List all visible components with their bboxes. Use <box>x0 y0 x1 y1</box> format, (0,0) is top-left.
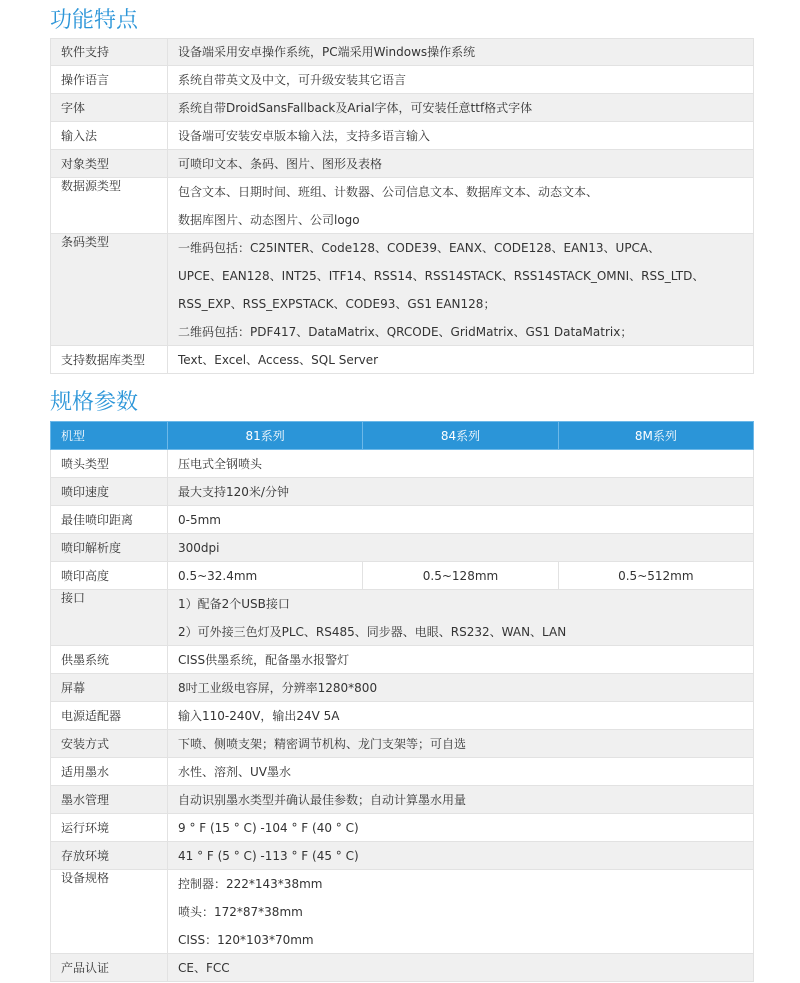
value-line: 数据库图片、动态图片、公司logo <box>178 212 360 227</box>
value-line: 2）可外接三色灯及PLC、RS485、同步器、电眼、RS232、WAN、LAN <box>178 624 567 639</box>
table-row <box>51 122 754 150</box>
table-row <box>51 94 754 122</box>
specs-table <box>50 421 754 982</box>
header-model: 84系列 <box>363 422 558 450</box>
row-label: 供墨系统 <box>51 646 168 674</box>
table-row <box>51 814 754 842</box>
header-model: 81系列 <box>168 422 363 450</box>
table-row <box>51 870 754 954</box>
row-label: 字体 <box>51 94 168 122</box>
row-label: 数据源类型 <box>51 178 168 234</box>
features-title: 功能特点 <box>50 8 139 33</box>
value-line: 二维码包括：PDF417、DataMatrix、QRCODE、GridMatrix、GS1 DataMatrix； <box>178 324 633 339</box>
row-value: 最大支持120米/分钟 <box>168 478 754 506</box>
row-value: 自动识别墨水类型并确认最佳参数；自动计算墨水用量 <box>168 786 754 814</box>
row-label: 支持数据库类型 <box>51 346 168 374</box>
value-line: 1）配备2个USB接口 <box>178 596 290 611</box>
row-label: 喷头类型 <box>51 450 168 478</box>
table-header-row <box>51 422 754 450</box>
row-value: 系统自带英文及中文，可升级安装其它语言 <box>168 66 754 94</box>
row-value: 下喷、侧喷支架；精密调节机构、龙门支架等；可自选 <box>168 730 754 758</box>
row-label: 喷印解析度 <box>51 534 168 562</box>
value-line: UPCE、EAN128、INT25、ITF14、RSS14、RSS14STACK、RSS14STACK_OMNI、RSS_LTD、 <box>178 268 705 283</box>
row-value <box>168 234 754 346</box>
table-row <box>51 478 754 506</box>
row-value-81: 0.5~32.4mm <box>168 562 363 590</box>
table-row <box>51 39 754 66</box>
row-value <box>168 178 754 234</box>
row-label: 接口 <box>51 590 168 646</box>
table-row <box>51 842 754 870</box>
row-label: 最佳喷印距离 <box>51 506 168 534</box>
value-line: 喷头：172*87*38mm <box>178 904 303 919</box>
value-line: CISS：120*103*70mm <box>178 932 314 947</box>
row-label: 喷印速度 <box>51 478 168 506</box>
table-row <box>51 562 754 590</box>
row-value: 设备端可安装安卓版本输入法，支持多语言输入 <box>168 122 754 150</box>
row-label: 对象类型 <box>51 150 168 178</box>
row-label: 运行环境 <box>51 814 168 842</box>
row-label: 设备规格 <box>51 870 168 954</box>
table-row <box>51 534 754 562</box>
table-row <box>51 66 754 94</box>
row-value: 9 ° F (15 ° C) -104 ° F (40 ° C) <box>168 814 754 842</box>
row-value: 水性、溶剂、UV墨水 <box>168 758 754 786</box>
row-label: 电源适配器 <box>51 702 168 730</box>
table-row <box>51 646 754 674</box>
row-value: CISS供墨系统，配备墨水报警灯 <box>168 646 754 674</box>
value-line: 一维码包括：C25INTER、Code128、CODE39、EANX、CODE128、EAN13、UPCA、 <box>178 240 661 255</box>
row-label: 屏幕 <box>51 674 168 702</box>
table-row <box>51 234 754 346</box>
row-value: 8吋工业级电容屏，分辨率1280*800 <box>168 674 754 702</box>
row-value: 设备端采用安卓操作系统，PC端采用Windows操作系统 <box>168 39 754 66</box>
table-row <box>51 590 754 646</box>
row-value: CE、FCC <box>168 954 754 982</box>
table-row <box>51 758 754 786</box>
table-row <box>51 674 754 702</box>
row-value: 输入110-240V，输出24V 5A <box>168 702 754 730</box>
row-value-84: 0.5~128mm <box>363 562 558 590</box>
specs-title: 规格参数 <box>50 390 139 415</box>
row-label: 安装方式 <box>51 730 168 758</box>
value-line: 包含文本、日期时间、班组、计数器、公司信息文本、数据库文本、动态文本、 <box>178 184 599 199</box>
header-label: 机型 <box>51 422 168 450</box>
row-value <box>168 870 754 954</box>
table-row <box>51 506 754 534</box>
table-row <box>51 954 754 982</box>
header-model: 8M系列 <box>558 422 753 450</box>
value-line: RSS_EXP、RSS_EXPSTACK、CODE93、GS1 EAN128； <box>178 296 496 311</box>
table-row <box>51 786 754 814</box>
row-label: 存放环境 <box>51 842 168 870</box>
row-label: 适用墨水 <box>51 758 168 786</box>
row-value <box>168 590 754 646</box>
row-label: 操作语言 <box>51 66 168 94</box>
table-row <box>51 346 754 374</box>
row-label: 产品认证 <box>51 954 168 982</box>
row-value: 41 ° F (5 ° C) -113 ° F (45 ° C) <box>168 842 754 870</box>
row-label: 软件支持 <box>51 39 168 66</box>
table-row <box>51 702 754 730</box>
row-value: 压电式全钢喷头 <box>168 450 754 478</box>
row-value: 系统自带DroidSansFallback及Arial字体，可安装任意ttf格式字体 <box>168 94 754 122</box>
row-value: 0-5mm <box>168 506 754 534</box>
row-value: 可喷印文本、条码、图片、图形及表格 <box>168 150 754 178</box>
features-table <box>50 38 754 374</box>
table-row <box>51 178 754 234</box>
row-label: 输入法 <box>51 122 168 150</box>
row-value-8m: 0.5~512mm <box>558 562 753 590</box>
table-row <box>51 150 754 178</box>
row-value: Text、Excel、Access、SQL Server <box>168 346 754 374</box>
row-label: 条码类型 <box>51 234 168 346</box>
row-label: 喷印高度 <box>51 562 168 590</box>
row-value: 300dpi <box>168 534 754 562</box>
row-label: 墨水管理 <box>51 786 168 814</box>
table-row <box>51 730 754 758</box>
value-line: 控制器：222*143*38mm <box>178 876 323 891</box>
table-row <box>51 450 754 478</box>
